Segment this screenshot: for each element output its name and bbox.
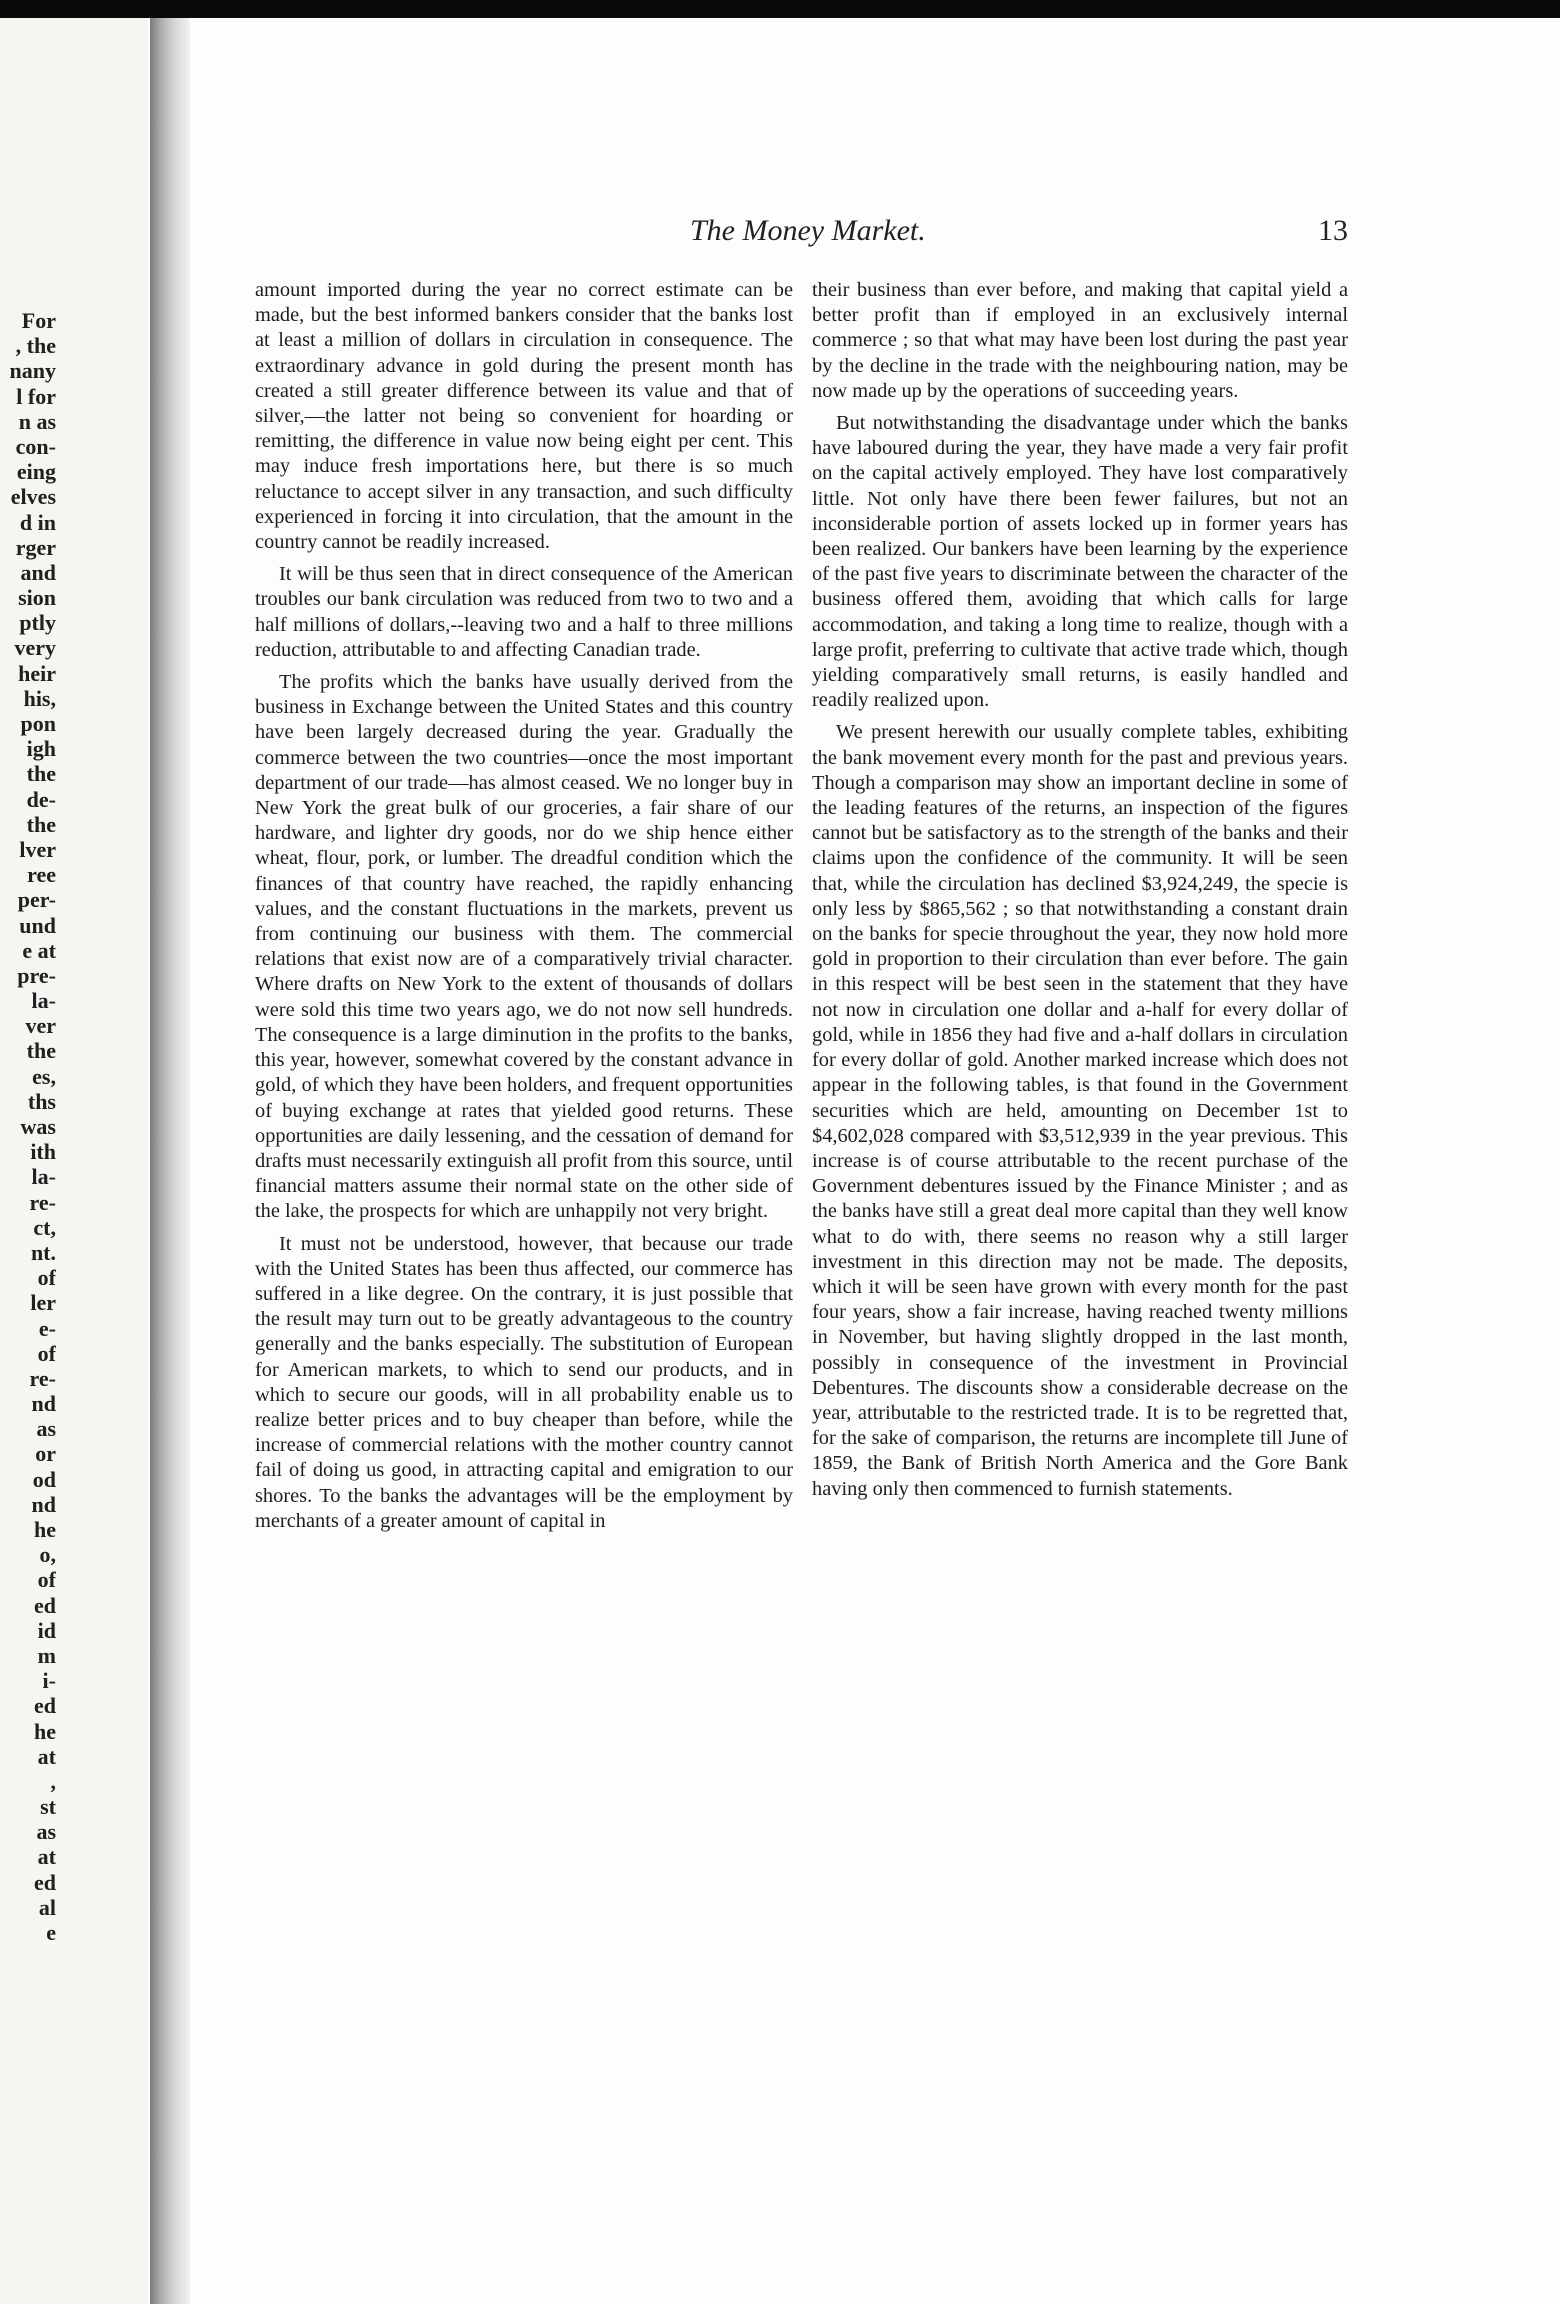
previous-page-line-fragment: eing [16,459,56,485]
previous-page-line-fragment: la- [31,988,56,1014]
previous-page-line-fragment: igh [26,736,56,762]
previous-page-line-fragment: ith [30,1139,56,1165]
previous-page-line-fragment: the [26,1038,56,1064]
paragraph: The profits which the banks have usually derived from the business in Exchange between the United States and this country have been largely decreased during the year. Gradually the commerce between the two countries—once the most important department of our trade—has almost ceased. We no longer buy in New York the great bulk of our groceries, a fair share of our hardware, and lighter dry goods, nor do we ship hence either wheat, flour, pork, or lumber. The dreadful condition which the finances of that country have reached, the rapidly enhancing values, and the constant fluctuations in the markets, prevent us from continuing our business with them. The commercial relations that exist now are of a comparatively trivial character. Where drafts on New York to the extent of thousands of dollars were sold this time two years ago, we do not now sell hundreds. The consequence is a large diminution in the profits to the banks, this year, however, somewhat covered by the constant advance in gold, of which they have been holders, and frequent opportunities of buying exchange at rates that yielded good returns. These opportunities are daily lessening, and the cessation of demand for drafts must necessarily extinguish all profit from this source, until financial matters assume their normal state on the other side of the lake, the prospects for which are unhappily not very bright. [255,671,793,1223]
paragraph: But notwithstanding the disadvantage under which the banks have laboured during the year, they have made a very fair profit on the capital actively employed. They have lost comparatively little. Not only have there been fewer failures, but not an inconsiderable portion of assets locked up in former years has been realized. Our bankers have been learning by the experience of the past five years to discriminate between the character of the business offered them, avoiding that which calls for large accommodation, and taking a long time to realize, though with a large profit, preferring to cultivate that active trade which, though yielding comparatively small returns, is easily handled and readily realized upon. [812,412,1348,712]
previous-page-line-fragment: und [19,912,56,938]
previous-page-line-fragment: l for [16,383,56,409]
previous-page-line-fragment: ed [34,1693,56,1719]
previous-page-line-fragment: and [20,559,56,585]
previous-page-line-fragment: id [37,1617,56,1643]
previous-page-line-fragment: For [21,308,56,333]
previous-page-line-fragment: m [37,1642,56,1668]
previous-page-line-fragment: pre- [17,962,56,988]
previous-page-line-fragment: his, [23,685,56,711]
previous-page-line-fragment: de- [26,786,56,812]
previous-page-line-fragment: nd [31,1391,56,1417]
previous-page-line-fragment: ree [27,862,56,888]
book-binding-shadow [150,18,190,2304]
previous-page-line-fragment: he [34,1517,56,1542]
previous-page-line-fragment: rger [15,534,56,560]
previous-page-line-fragment: re- [29,1189,56,1215]
previous-page-line-fragment: ed [34,1869,56,1895]
previous-page-line-fragment: ed [34,1592,56,1618]
running-title: The Money Market. [690,214,926,247]
paragraph: It will be thus seen that in direct consequence of the American troubles our bank circulation was reduced from two to two and a half millions of dollars,--leaving two and a half to three millions reduction, attributable to and affecting Canadian trade. [255,563,793,661]
previous-page-line-fragment: of [37,1265,56,1291]
previous-page-line-fragment: o, [39,1542,56,1568]
previous-page-line-fragment: as [36,1819,56,1845]
previous-page-line-fragment: es, [32,1063,56,1089]
previous-page-line-fragment: i- [42,1668,56,1694]
previous-page-column-fragments [0,308,56,1945]
previous-page-line-fragment: at [37,1844,56,1870]
right-column [812,278,1348,1502]
previous-page-line-fragment: at [37,1743,56,1769]
paragraph: It must not be understood, however, that because our trade with the United States has been thus affected, our commerce has suffered in a like degree. On the contrary, it is just possible that the result may turn out to be greatly advantageous to the country generally and the banks especially. The substitution of European for American markets, to which to send our products, and in which to secure our goods, will in all probability enable us to realize better prices and to buy cheaper than before, while the increase of commercial relations with the mother country cannot fail of doing us good, in attracting capital and emigration to our shores. To the banks the advantages will be the employment by merchants of a greater amount of capital in [255,1232,793,1532]
previous-page-line-fragment: n as [18,408,56,434]
previous-page-line-fragment: of [37,1567,56,1593]
previous-page-line-fragment: of [37,1340,56,1366]
previous-page-line-fragment: d in [19,509,56,535]
paragraph: their business than ever before, and making that capital yield a better profit than if employed in an exclusively internal commerce ; so that what may have been lost during the past year by the decline in the trade with the neighbouring nation, may be now made up by the operations of succeeding years. [812,279,1348,402]
previous-page-line-fragment: e at [22,937,56,963]
previous-page-line-fragment: ptly [19,610,56,636]
previous-page-line-fragment: per- [17,887,56,913]
previous-page-line-fragment: e- [38,1315,56,1341]
previous-page-line-fragment: al [38,1894,56,1920]
previous-page-line-fragment: elves [10,484,56,510]
previous-page-line-fragment: nd [31,1491,56,1517]
previous-page-line-fragment: , the [15,333,56,359]
previous-page-line-fragment: re- [29,1365,56,1391]
left-column [255,278,793,1534]
previous-page-line-fragment: ct, [33,1214,56,1240]
previous-page-line-fragment: , [50,1768,56,1794]
scan-top-border [0,0,1560,18]
previous-page-line-fragment: as [36,1416,56,1442]
previous-page-line-fragment: very [14,635,56,661]
previous-page-line-fragment: st [40,1794,56,1820]
previous-page-line-fragment: heir [18,660,56,686]
previous-page-line-fragment: nt. [30,1239,56,1265]
previous-page-line-fragment: ths [27,1088,56,1114]
previous-page-line-fragment: ver [25,1013,56,1039]
page-number: 13 [1318,214,1348,247]
previous-page-line-fragment: nany [9,358,56,384]
previous-page-line-fragment: he [34,1718,56,1744]
paragraph: We present herewith our usually complete tables, exhibiting the bank movement every month for the past and previous years. Though a comparison may show an important decline in some of the leading features of the returns, an inspection of the figures cannot but be satisfactory as to the strength of the banks and their claims upon the confidence of the community. It will be seen that, while the circulation has declined $3,924,249, the specie is only less by $865,562 ; so that notwithstanding a constant drain on the banks for specie throughout the year, they now hold more gold in proportion to their circulation than ever before. The gain in this respect will be best seen in the statement that they have not now in circulation one dollar and a-half for every dollar of gold, while in 1856 they had five and a-half dollars in circulation for every dollar of gold. Another marked increase which does not appear in the following tables, is that found in the Government securities which are held, amounting on December 1st to $4,602,028 compared with $3,512,939 in the year previous. This increase is of course attributable to the recent purchase of the Government debentures issued by the Finance Minister ; and as the banks have still a great deal more capital than they well know what to do with, there seems no reason why a still larger investment in this direction may not be made. The deposits, which it will be seen have grown with every month for the past four years, show a fair increase, having reached twenty millions in November, but having slightly dropped in the last month, possibly in consequence of the investment in Provincial Debentures. The discounts show a considerable decrease on the year, attributable to the restricted trade. It is to be regretted that, for the sake of comparison, the returns are incomplete till June of 1859, the Bank of British North America and the Gore Bank having only then commenced to furnish statements. [812,721,1348,1500]
previous-page-line-fragment: la- [31,1164,56,1190]
previous-page-line-fragment: pon [20,711,56,736]
previous-page-line-fragment: the [26,811,56,837]
previous-page-line-fragment: was [20,1114,56,1139]
previous-page-line-fragment: or [35,1441,56,1467]
previous-page-line-fragment: e [46,1920,56,1945]
previous-page-line-fragment: od [32,1466,56,1492]
previous-page-line-fragment: lver [19,836,56,862]
previous-page-line-fragment: con- [15,433,56,459]
previous-page-line-fragment: sion [18,585,56,611]
previous-page-line-fragment: ler [30,1290,56,1316]
paragraph: amount imported during the year no correct estimate can be made, but the best informed bankers consider that the banks lost at least a million of dollars in circulation in consequence. The extraordinary advance in gold during the present month has created a still greater difference between its value and that of silver,—the latter not being so convenient for hoarding or remitting, the difference in value now being eight per cent. This may induce fresh importations here, but there is so much reluctance to accept silver in any transaction, and such difficulty experienced in forcing it into circulation, that the amount in the country cannot be readily increased. [255,279,793,554]
previous-page-line-fragment: the [26,761,56,787]
